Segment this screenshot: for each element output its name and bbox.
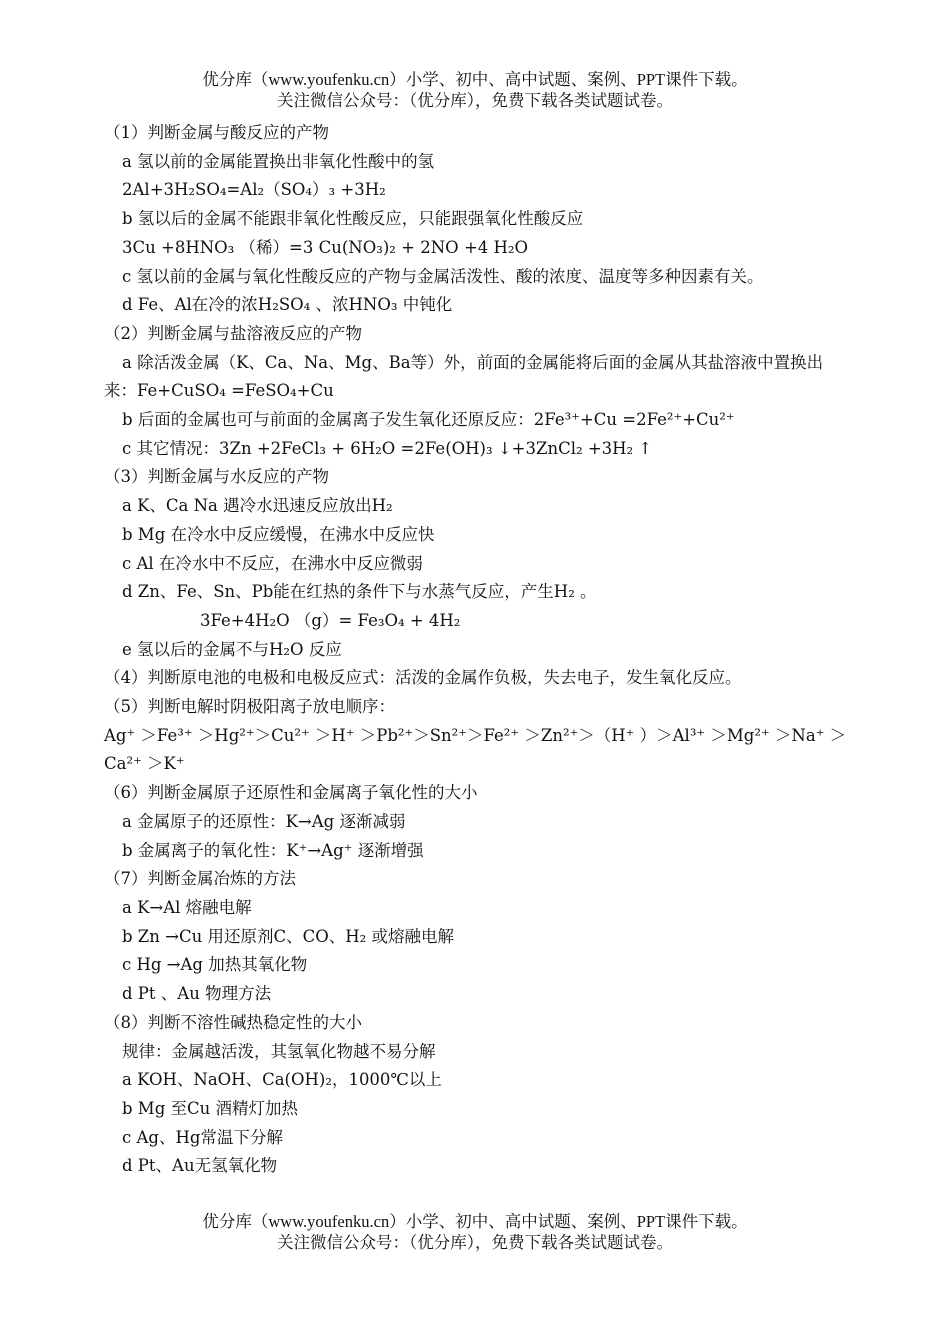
s7-item-c: c Hg →Ag 加热其氧化物 <box>122 955 308 975</box>
header-line-2: 关注微信公众号：（优分库），免费下载各类试题试卷。 <box>277 91 673 110</box>
s3-item-c: c Al 在冷水中不反应，在沸水中反应微弱 <box>122 553 423 573</box>
s7-item-d: d Pt 、Au 物理方法 <box>122 984 272 1004</box>
s5-discharge-order: Ag⁺ ＞Fe³⁺ ＞Hg²⁺＞Cu²⁺ ＞H⁺ ＞Pb²⁺＞Sn²⁺＞Fe²⁺ ＞Zn²⁺＞（H⁺ ）＞Al³⁺ ＞Mg²⁺ ＞Na⁺ ＞Ca²⁺ ＞K⁺ <box>104 725 847 774</box>
s7-item-b: b Zn →Cu 用还原剂C、CO、H₂ 或熔融电解 <box>122 926 454 946</box>
s7-item-a: a K→Al 熔融电解 <box>122 897 252 917</box>
section-5-title: （5）判断电解时阴极阳离子放电顺序： <box>104 697 395 717</box>
page-footer <box>0 1211 950 1253</box>
page-header <box>0 69 950 111</box>
footer-line-2: 关注微信公众号：（优分库），免费下载各类试题试卷。 <box>277 1233 673 1252</box>
section-7-title: （7）判断金属冶炼的方法 <box>104 869 296 889</box>
s6-item-a: a 金属原子的还原性：K→Ag 逐渐减弱 <box>122 811 406 831</box>
s3-item-d: d Zn、Fe、Sn、Pb能在红热的条件下与水蒸气反应，产生H₂ 。 <box>122 582 597 602</box>
s3-item-e: e 氢以后的金属不与H₂O 反应 <box>122 639 342 659</box>
s1-item-c: c 氢以前的金属与氧化性酸反应的产物与金属活泼性、酸的浓度、温度等多种因素有关。 <box>122 266 764 286</box>
s2-item-c: c 其它情况：3Zn +2FeCl₃ + 6H₂O =2Fe(OH)₃ ↓+3ZnCl₂ +3H₂ ↑ <box>122 438 653 458</box>
s1-item-a: a 氢以前的金属能置换出非氧化性酸中的氢 <box>122 151 435 171</box>
s1-equation-2: 3Cu +8HNO₃ （稀）=3 Cu(NO₃)₂ + 2NO +4 H₂O <box>122 237 529 257</box>
s8-rule: 规律：金属越活泼，其氢氧化物越不易分解 <box>122 1041 436 1061</box>
s8-item-c: c Ag、Hg常温下分解 <box>122 1127 283 1147</box>
footer-line-1: 优分库（www.youfenku.cn）小学、初中、高中试题、案例、PPT课件下载。 <box>202 1212 748 1231</box>
s1-item-b: b 氢以后的金属不能跟非氧化性酸反应，只能跟强氧化性酸反应 <box>122 209 584 229</box>
s8-item-a: a KOH、NaOH、Ca(OH)₂，1000℃以上 <box>122 1070 442 1090</box>
s3-equation: 3Fe+4H₂O （g）= Fe₃O₄ + 4H₂ <box>200 610 461 630</box>
section-3-title: （3）判断金属与水反应的产物 <box>104 467 329 487</box>
section-6-title: （6）判断金属原子还原性和金属离子氧化性的大小 <box>104 783 478 803</box>
section-8-title: （8）判断不溶性碱热稳定性的大小 <box>104 1012 362 1032</box>
section-4-title: （4）判断原电池的电极和电极反应式：活泼的金属作负极，失去电子，发生氧化反应。 <box>104 668 742 688</box>
s1-equation-1: 2Al+3H₂SO₄=Al₂（SO₄）₃ +3H₂ <box>122 180 386 200</box>
header-line-1: 优分库（www.youfenku.cn）小学、初中、高中试题、案例、PPT课件下载。 <box>202 70 748 89</box>
s3-item-b: b Mg 在冷水中反应缓慢，在沸水中反应快 <box>122 524 435 544</box>
document-body <box>104 119 856 1181</box>
s2-item-b: b 后面的金属也可与前面的金属离子发生氧化还原反应：2Fe³⁺+Cu =2Fe²⁺+Cu²⁺ <box>122 410 735 430</box>
section-2-title: （2）判断金属与盐溶液反应的产物 <box>104 323 362 343</box>
section-1-title: （1）判断金属与酸反应的产物 <box>104 123 329 142</box>
s1-item-d: d Fe、Al在冷的浓H₂SO₄ 、浓HNO₃ 中钝化 <box>122 295 453 315</box>
s8-item-b: b Mg 至Cu 酒精灯加热 <box>122 1098 299 1118</box>
s3-item-a: a K、Ca Na 遇冷水迅速反应放出H₂ <box>122 496 393 516</box>
s6-item-b: b 金属离子的氧化性：K⁺→Ag⁺ 逐渐增强 <box>122 840 424 860</box>
s8-item-d: d Pt、Au无氢氧化物 <box>122 1156 278 1176</box>
s2-item-a: a 除活泼金属（K、Ca、Na、Mg、Ba等）外，前面的金属能将后面的金属从其盐溶液中置换出来：Fe+CuSO₄ =FeSO₄+Cu <box>104 352 824 401</box>
